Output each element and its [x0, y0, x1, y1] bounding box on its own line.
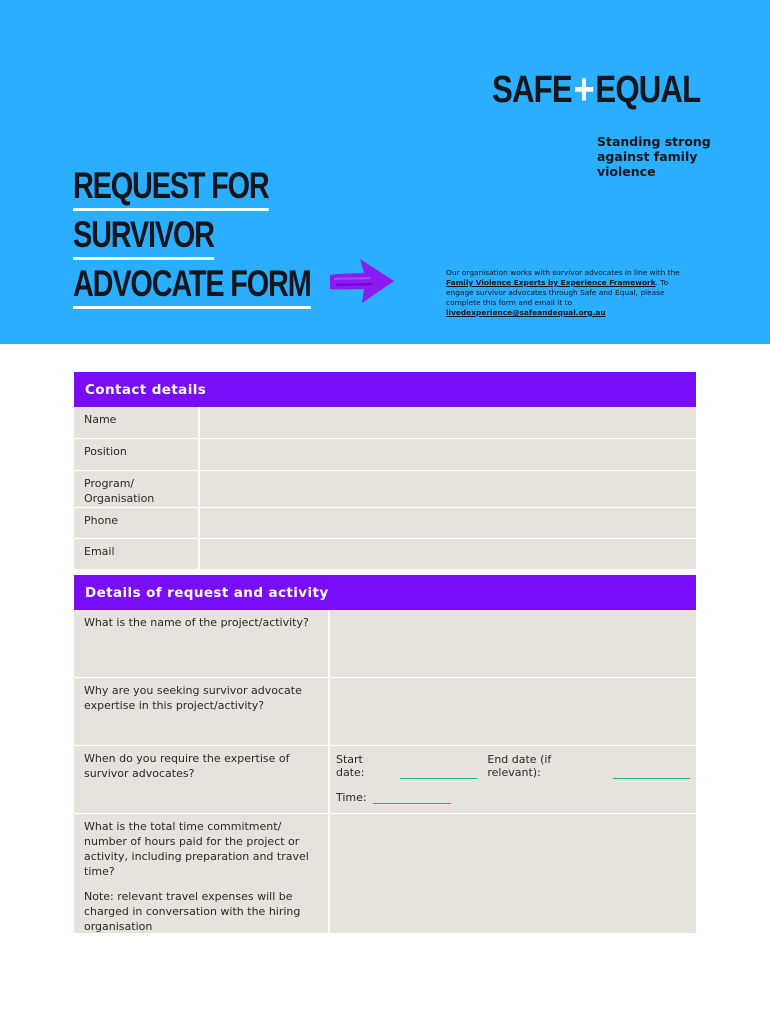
email-field[interactable] [200, 539, 696, 569]
framework-link[interactable]: Family Violence Experts by Experience Framework [446, 278, 656, 287]
table-row [74, 610, 696, 678]
time-commitment-question: What is the total time commitment/ number of hours paid for the project or activity, including preparation and travel time? [84, 820, 309, 878]
request-details-section [74, 575, 696, 934]
time-commitment-label [74, 814, 330, 933]
intro-text [446, 268, 698, 318]
title-line-1: REQUEST FOR [73, 168, 269, 211]
contact-details-section [74, 372, 696, 570]
title-line-2: SURVIVOR [73, 217, 214, 260]
time-label: Time: [336, 791, 367, 804]
timing-fields [330, 746, 696, 813]
table-row [74, 439, 696, 471]
phone-field[interactable] [200, 508, 696, 538]
travel-expense-note: Note: relevant travel expenses will be charged in conversation with the hiring organisation [84, 890, 301, 933]
position-field[interactable] [200, 439, 696, 470]
logo-text-safe: SAFE [492, 68, 572, 111]
section-heading: Contact details [74, 372, 696, 407]
table-row [74, 508, 696, 539]
name-label: Name [74, 407, 200, 438]
organisation-label: Program/ Organisation [74, 471, 200, 507]
header-banner [0, 0, 770, 344]
table-row [74, 471, 696, 508]
time-line [336, 791, 690, 804]
phone-label: Phone [74, 508, 200, 538]
name-field[interactable] [200, 407, 696, 438]
position-label: Position [74, 439, 200, 470]
intro-text-part: Our organisation works with survivor advocates in line with the [446, 268, 680, 277]
organisation-field[interactable] [200, 471, 696, 507]
end-date-label: End date (if relevant): [487, 753, 552, 779]
project-name-label: What is the name of the project/activity? [74, 610, 330, 677]
reason-label: Why are you seeking survivor advocate expertise in this project/activity? [74, 678, 330, 745]
email-label: Email [74, 539, 200, 569]
arrow-right-icon [326, 255, 398, 307]
email-link[interactable]: livedexperience@safeandequal.org.au [446, 308, 606, 317]
project-name-field[interactable] [330, 610, 696, 677]
safe-equal-logo [492, 65, 701, 114]
time-commitment-field[interactable] [330, 814, 696, 933]
table-row [74, 678, 696, 746]
reason-field[interactable] [330, 678, 696, 745]
logo-text-equal: EQUAL [595, 68, 701, 111]
title-line-3: ADVOCATE FORM [73, 266, 311, 309]
intro-text-part: . To engage survivor advocates through Safe and Equal, please complete this form and email it to [446, 278, 669, 307]
tagline: Standing strong against family violence [597, 134, 711, 179]
table-row [74, 814, 696, 934]
timing-label: When do you require the expertise of survivor advocates? [74, 746, 330, 813]
start-date-input[interactable] [400, 766, 477, 779]
end-date-input[interactable] [613, 766, 690, 779]
table-row [74, 539, 696, 570]
date-line [336, 753, 690, 779]
start-date-label: Start date: [336, 753, 365, 779]
table-row [74, 407, 696, 439]
section-heading: Details of request and activity [74, 575, 696, 610]
logo-plus: + [573, 65, 594, 114]
table-row [74, 746, 696, 814]
time-input[interactable] [373, 791, 451, 804]
